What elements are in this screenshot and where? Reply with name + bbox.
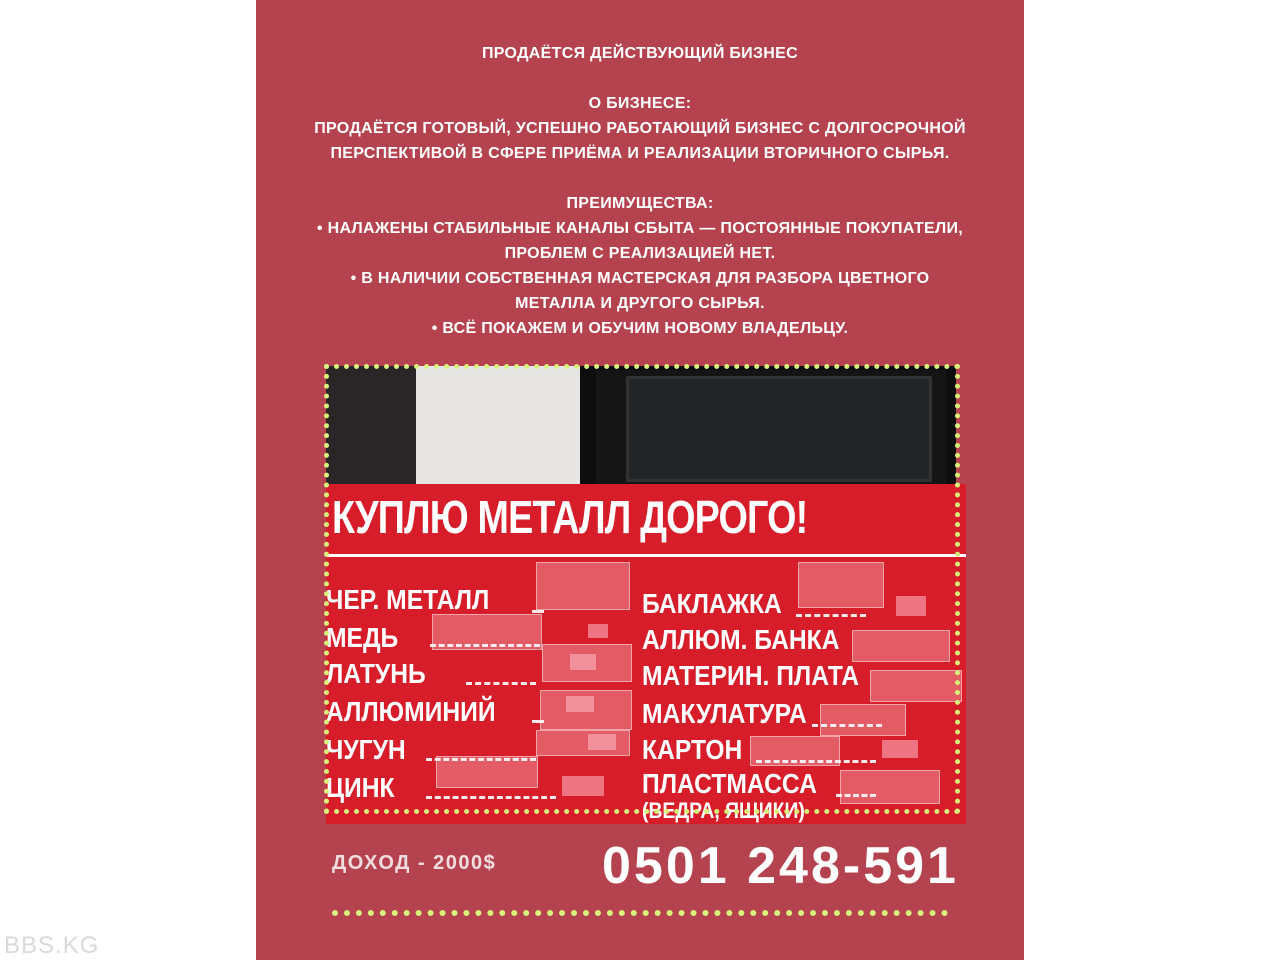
- price-sleeve: [536, 562, 630, 610]
- banner-item-cardboard: КАРТОН: [642, 734, 743, 765]
- price-sleeve: [852, 630, 950, 662]
- banner-item-cast-iron: ЧУГУН: [326, 734, 406, 765]
- income-label: ДОХОД - 2000$: [332, 852, 497, 874]
- banner-item-aluminium-can: АЛЛЮМ. БАНКА: [642, 624, 840, 655]
- about-text-line-2: ПЕРСПЕКТИВОЙ В СФЕРЕ ПРИЁМА И РЕАЛИЗАЦИИ ВТОРИЧНОГО СЫРЬЯ.: [330, 145, 950, 162]
- banner-title: КУПЛЮ МЕТАЛЛ ДОРОГО!: [332, 491, 808, 543]
- ad-poster: [256, 0, 1024, 960]
- shop-sign-photo: [326, 366, 956, 823]
- price-tag: [896, 596, 926, 616]
- leader-line: [466, 682, 536, 685]
- banner-item-motherboard: МАТЕРИН. ПЛАТА: [642, 660, 860, 691]
- price-tag: [882, 740, 918, 758]
- banner-item-aluminium: АЛЛЮМИНИЙ: [326, 696, 496, 727]
- site-watermark: BBS.KG: [4, 932, 100, 959]
- advantage-2-line-1: • В НАЛИЧИИ СОБСТВЕННАЯ МАСТЕРСКАЯ ДЛЯ РАЗБОРА ЦВЕТНОГО: [350, 270, 930, 287]
- price-tag: [588, 734, 616, 750]
- price-sleeve: [432, 614, 542, 650]
- price-sleeve: [840, 770, 940, 804]
- banner-item-plastic-note: (ВЕДРА, ЯЩИКИ): [642, 798, 805, 823]
- phone-number[interactable]: 0501 248-591: [602, 837, 959, 895]
- bottom-dotted-divider: [332, 910, 948, 916]
- leader-line: [532, 610, 544, 613]
- price-banner: [326, 484, 966, 824]
- price-tag: [588, 624, 608, 638]
- banner-item-brass: ЛАТУНЬ: [326, 658, 426, 689]
- price-sleeve: [436, 756, 538, 788]
- advantage-3: • ВСЁ ПОКАЖЕМ И ОБУЧИМ НОВОМУ ВЛАДЕЛЬЦУ.: [431, 320, 849, 337]
- ad-title: ПРОДАЁТСЯ ДЕЙСТВУЮЩИЙ БИЗНЕС: [482, 45, 798, 62]
- banner-item-black-metal: ЧЕР. МЕТАЛЛ: [326, 584, 490, 615]
- about-heading: О БИЗНЕСЕ:: [588, 95, 692, 112]
- price-tag: [562, 776, 604, 796]
- price-sleeve: [820, 704, 906, 736]
- price-tag: [566, 696, 594, 712]
- photo-window-pane: [626, 376, 932, 482]
- price-sleeve: [750, 736, 840, 766]
- photo-wall-shadow: [326, 366, 416, 486]
- leader-line: [426, 796, 556, 799]
- about-text-line-1: ПРОДАЁТСЯ ГОТОВЫЙ, УСПЕШНО РАБОТАЮЩИЙ БИЗНЕС С ДОЛГОСРОЧНОЙ: [314, 120, 966, 137]
- price-tag: [570, 654, 596, 670]
- advantage-2-line-2: МЕТАЛЛА И ДРУГОГО СЫРЬЯ.: [515, 295, 765, 312]
- price-sleeve: [798, 562, 884, 608]
- advantages-heading: ПРЕИМУЩЕСТВА:: [566, 195, 714, 212]
- banner-item-zinc: ЦИНК: [326, 772, 395, 803]
- banner-item-waste-paper: МАКУЛАТУРА: [642, 698, 807, 729]
- advantage-1-line-1: • НАЛАЖЕНЫ СТАБИЛЬНЫЕ КАНАЛЫ СБЫТА — ПОСТОЯННЫЕ ПОКУПАТЕЛИ,: [316, 220, 964, 237]
- photo-wall: [416, 366, 580, 486]
- banner-item-copper: МЕДЬ: [326, 622, 399, 653]
- banner-item-bottle: БАКЛАЖКА: [642, 588, 782, 619]
- banner-divider: [326, 554, 966, 557]
- advantage-1-line-2: ПРОБЛЕМ С РЕАЛИЗАЦИЕЙ НЕТ.: [504, 245, 776, 262]
- leader-line: [796, 614, 866, 617]
- banner-item-plastic: ПЛАСТМАССА: [642, 768, 817, 799]
- price-sleeve: [870, 670, 962, 702]
